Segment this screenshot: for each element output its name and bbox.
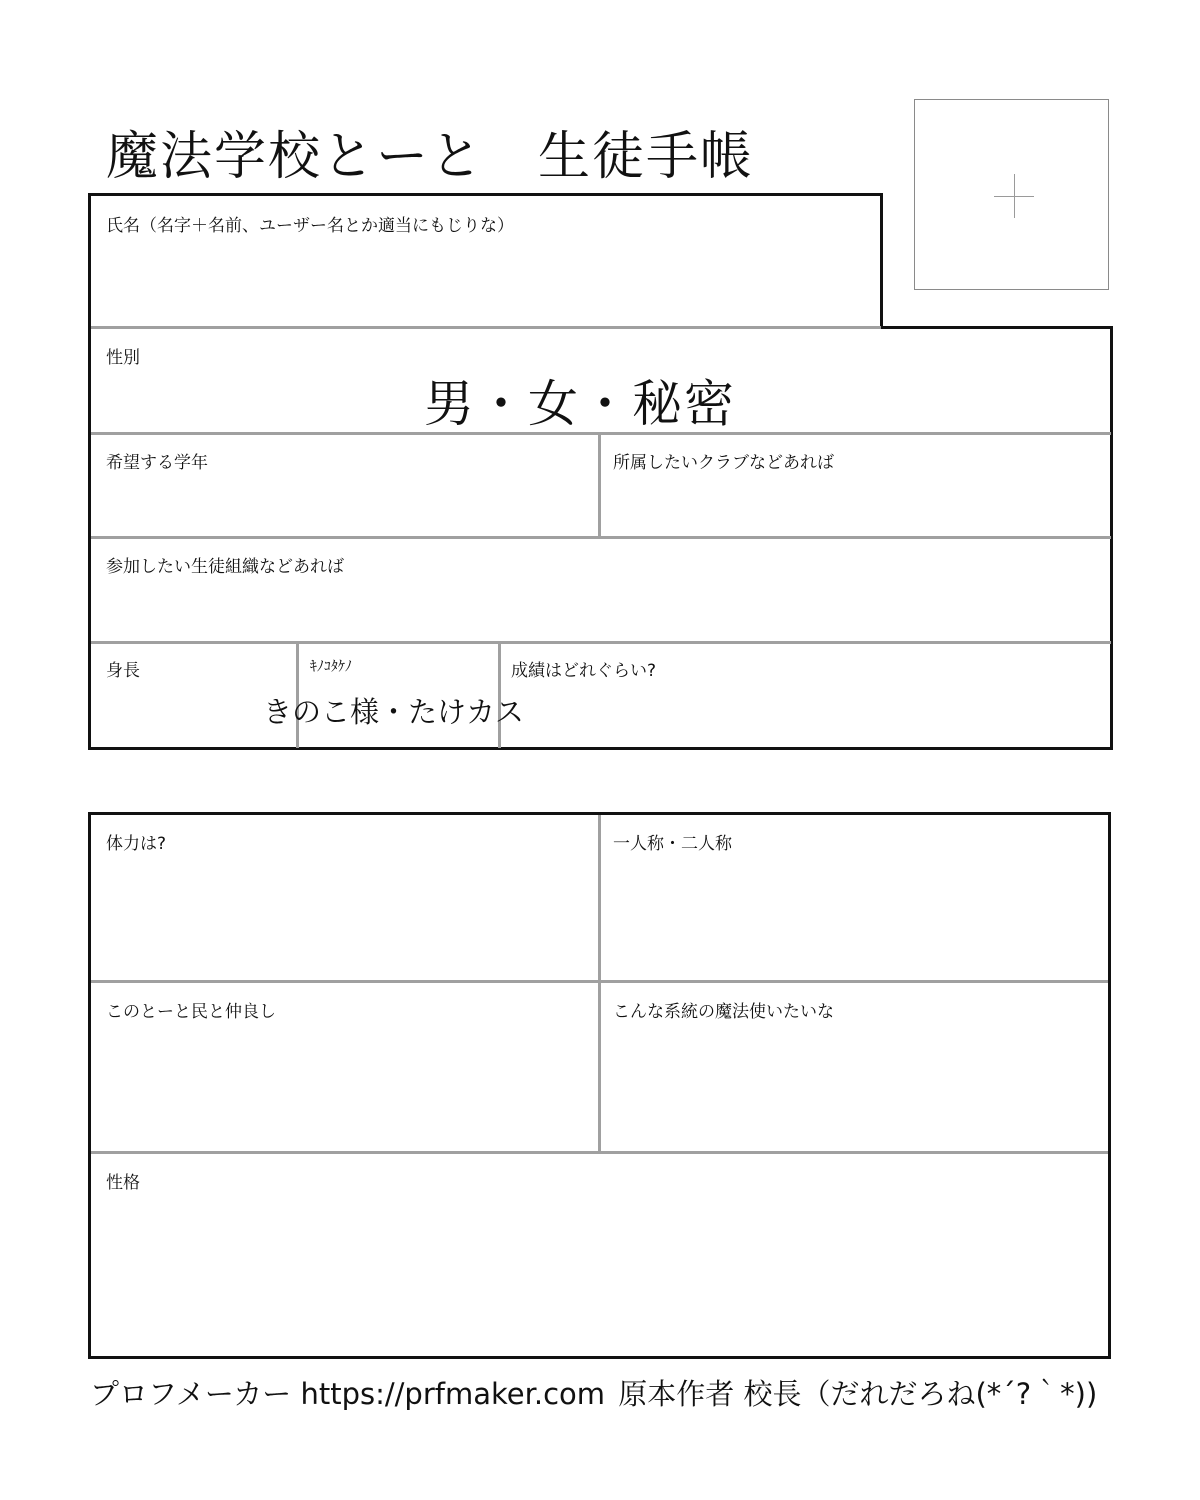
kinotake-options[interactable]: きのこ様・たけカス	[263, 695, 525, 729]
page-title: 魔法学校とーと 生徒手帳	[106, 127, 755, 187]
magic-label: こんな系統の魔法使いたいな	[613, 1002, 834, 1022]
friends-label: このとーと民と仲良し	[106, 1002, 276, 1022]
photo-upload-box[interactable]	[914, 99, 1109, 290]
footer	[90, 1372, 1097, 1413]
grade-label: 希望する学年	[106, 453, 208, 473]
org-label: 参加したい生徒組織などあれば	[106, 557, 344, 577]
maker-credit[interactable]: プロフメーカー https://prfmaker.com	[90, 1377, 606, 1411]
kinotake-label: ｷﾉｺﾀｹﾉ	[310, 659, 352, 675]
name-label: 氏名（名字＋名前、ユーザー名とか適当にもじりな）	[106, 216, 514, 236]
stamina-label: 体力は?	[106, 834, 167, 854]
personality-field[interactable]	[91, 1154, 1108, 1356]
height-label: 身長	[106, 661, 140, 681]
club-label: 所属したいクラブなどあれば	[613, 453, 834, 473]
gender-label: 性別	[106, 348, 140, 368]
personality-label: 性格	[106, 1173, 140, 1193]
grades-label: 成績はどれぐらい?	[511, 661, 657, 681]
pronoun-label: 一人称・二人称	[613, 834, 732, 854]
author-credit: 原本作者 校長（だれだろね(*´?｀*))	[618, 1377, 1098, 1411]
stamina-field[interactable]	[91, 815, 598, 980]
gender-options[interactable]: 男・女・秘密	[424, 375, 736, 433]
